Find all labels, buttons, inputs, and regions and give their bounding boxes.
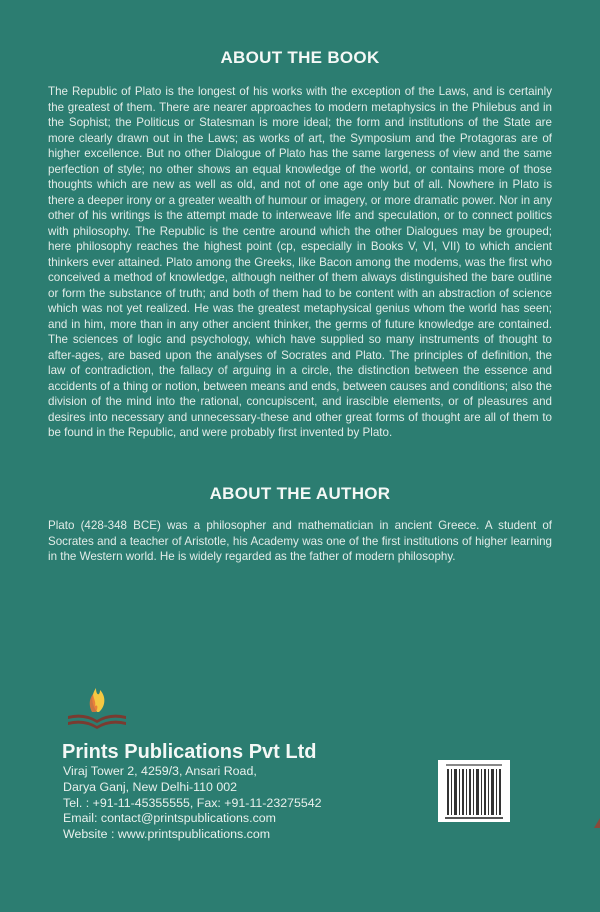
publisher-website: Website : www.printspublications.com <box>63 827 271 842</box>
about-author-text: Plato (428-348 BCE) was a philosopher and mathematician in ancient Greece. A student of Socrates and a teacher of Aristotle, his Academy was one of the first institutions of higher learning in the Western world. He is widely regarded as the father of modern philosophy. <box>48 519 552 563</box>
isbn-barcode <box>438 760 510 822</box>
about-book-heading: ABOUT THE BOOK <box>220 48 380 67</box>
publisher-logo <box>62 666 132 736</box>
cover-edge-mark <box>594 818 600 828</box>
about-author-heading: ABOUT THE AUTHOR <box>209 484 391 503</box>
publisher-name: Prints Publications Pvt Ltd <box>62 741 317 763</box>
publisher-info <box>62 740 322 843</box>
publisher-address-line-1: Viraj Tower 2, 4259/3, Ansari Road, <box>63 764 257 778</box>
publisher-phone: Tel. : +91-11-45355555, Fax: +91-11-23275542 <box>63 795 322 810</box>
publisher-address-line-2: Darya Ganj, New Delhi-110 002 <box>63 779 238 794</box>
about-book-text: The Republic of Plato is the longest of his works with the exception of the Laws, and is certainly the greatest of them. There are nearer approaches to modern metaphysics in the Philebus and in the Sophist; the Politicus or Statesman is more ideal; the form and institutions of the State are more clearly drawn out in the Laws; as works of art, the Symposium and the Protagoras are of higher excellence. But no other Dialogue of Plato has the same largeness of view and the same perfection of style; no other shows an equal knowledge of the world, or contains more of those thoughts which are new as well as old, and not of one age only but of all. Nowhere in Plato is there a deeper irony or a greater wealth of humour or imagery, or more dramatic power. Nor in any other of his writings is the attempt made to interweave life and speculation, or to connect politics with philosophy. The Republic is the centre around which the other Dialogues may be grouped; here philosophy reaches the highest point (cp, especially in Books V, VI, VII) to which ancient thinkers ever attained. Plato among the Greeks, like Bacon among the modems, was the first who conceived a method of knowledge, although neither of them always distinguished the bare outline or form the substance of truth; and both of them had to be content with an abstraction of science which was not yet realized. He was the greatest metaphysical genius whom the world has seen; and in him, more than in any other ancient thinker, the germs of future knowledge are contained. The sciences of logic and psychology, which have supplied so many instruments of thought to after-ages, are based upon the analyses of Socrates and Plato. The principles of definition, the law of contradiction, the fallacy of arguing in a circle, the distinction between the essence and accidents of a thing or notion, between means and ends, between causes and conditions; also the division of the mind into the rational, concupiscent, and irascible elements, or of pleasures and desires into necessary and unnecessary-these and other great forms of thought are all of them to be found in the Republic, and were probably first invented by Plato. <box>48 85 552 439</box>
publisher-email: Email: contact@printspublications.com <box>63 811 276 826</box>
